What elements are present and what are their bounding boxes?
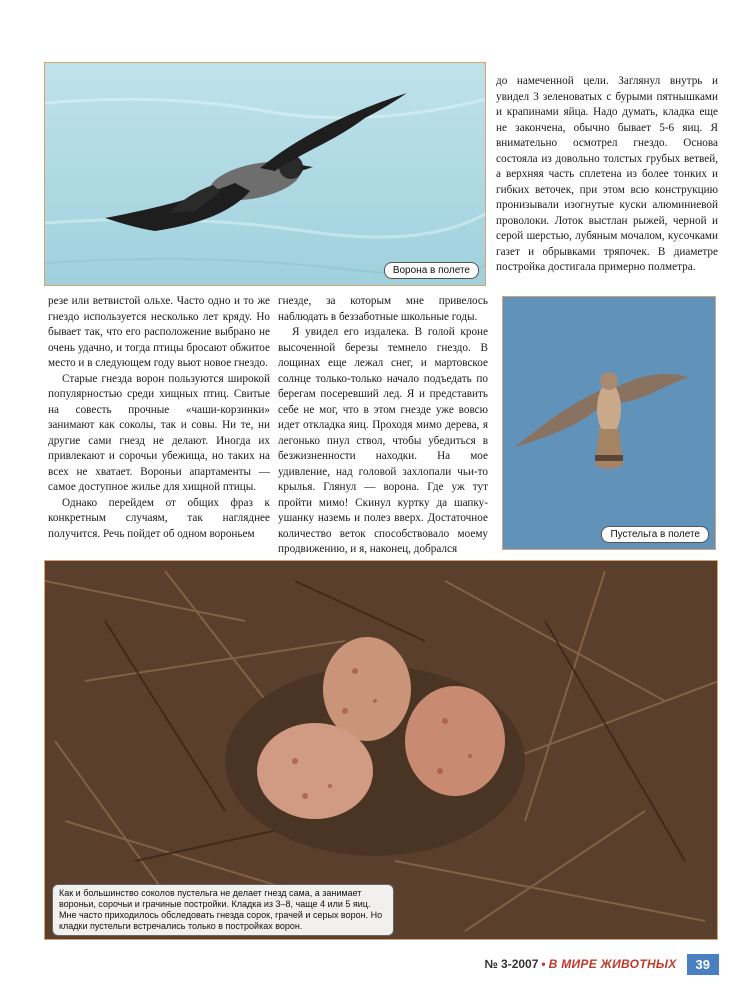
footer-bullet: • [541,957,546,971]
magazine-title: В МИРЕ ЖИВОТНЫХ [548,957,677,971]
page-footer [484,953,719,975]
nest-caption: Как и большинство соколов пустельга не делает гнезд сама, а занимает вороньи, сорочьи и грачиные постройки. Кладка из 3–8, чаще 4 или 5 яиц. Мне часто приходилось обследовать гнезда сорок, грачей и серых ворон. Но кладки пустельги встречались только в постройках ворон. [52,884,394,936]
crow-illustration [45,63,486,286]
paragraph: Старые гнезда ворон пользуются широкой популярностью среди хищных птиц. Свитые на совесть прочные «чаши-корзинки» занимают как соколы, так и совы. Ни те, ни другие сами гнезд не делают. Иногда их привлекают и сорочьи убежища, но таких на всех не хватает. Вороньи апартаменты — самое доступное жилье для хищной птицы. [48,372,270,493]
text-column-left [48,294,270,542]
kestrel-photo [502,296,716,550]
nest-photo [44,560,718,940]
issue-number: № 3-2007 [484,957,539,971]
paragraph: гнезде, за которым мне привелось наблюдать в беззаботные школьные годы. [278,295,488,323]
kestrel-illustration [503,297,716,550]
paragraph: Я увидел его издалека. В голой кроне высоченной березы темнело гнездо. В лощинах еще лежал снег, и мартовское солнце только-только начало подъедать по берегам посеревший лед. Я и представить себе не мог, что в этом гнезде уже вовсю идет откладка яиц. Проходя мимо дерева, я легонько пнул ствол, чтобы убедиться в безжизненности находки. На мое удивление, над головой захлопали чьи-то крылья. Глянул — ворона. Где уж тут пройти мимо! Скинул куртку да шапку-ушанку наземь и полез вверх. Достаточное количество веток способствовало моему продвижению, и я, наконец, добрался [278,326,488,555]
kestrel-caption: Пустельга в полете [601,526,709,543]
paragraph: до намеченной цели. Заглянул внутрь и увидел 3 зеленоватых с бурыми пятнышками и крапинами яйца. Надо думать, кладка еще не закончена, обычно бывает 5-6 яиц. Я внимательно осмотрел гнездо. Основа состояла из довольно толстых грубых ветвей, а верхняя часть сплетена из более тонких и гибких веточек, при этом всю конструкцию пронизывали изогнутые куски алюминиевой проволоки. Лоток выстлан рыжей, черной и серой шерстью, лубяным мочалом, кусочками газет и обрывками тряпочек. В диаметре постройка достигала примерно полметра. [496,75,718,273]
crow-caption: Ворона в полете [384,262,479,279]
paragraph: резе или ветвистой ольхе. Часто одно и то же гнездо используется несколько лет кряду. Но бывает так, что его расположение выбрано не очень удачно, и тогда птицы бросают обжитое место и в следующем году вьют новое гнездо. [48,295,270,369]
page-number: 39 [687,954,719,975]
paragraph: Однако перейдем от общих фраз к конкретным случаям, так нагляднее получится. Речь пойдет об одном вороньем [48,496,270,540]
text-column-middle [278,294,488,558]
text-column-right-top [496,74,718,276]
crow-photo [44,62,486,286]
